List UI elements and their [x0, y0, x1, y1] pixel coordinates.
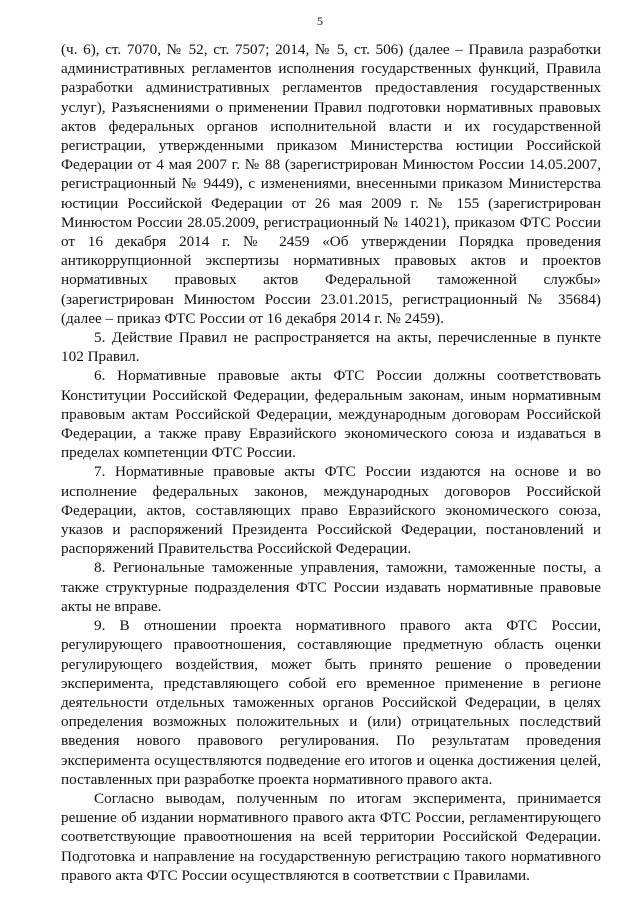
paragraph-item-6: 6. Нормативные правовые акты ФТС России должны соответствовать Конституции Российской Федерации, федеральным законам, иным нормативным правовым актам Российской Федерации, международным договорам Российской Федерации, а также праву Евразийского экономического союза и издаваться в пределах компетенции ФТС России.	[61, 367, 601, 462]
page-number: 5	[317, 14, 323, 28]
paragraph-continuation: (ч. 6), ст. 7070, № 52, ст. 7507; 2014, № 5, ст. 506) (далее – Правила разработки административных регламентов исполнения государственных функций, Правила разработки административных регламентов предоставления государственных услуг), Разъяснениями о применении Правил подготовки нормативных правовых актов федеральных органов исполнительной власти и их государственной регистрации, утвержденными приказом Министерства юстиции Российской Федерации от 4 мая 2007 г. № 88 (зарегистрирован Минюстом России 14.05.2007, регистрационный № 9449), с изменениями, внесенными приказом Министерства юстиции Российской Федерации от 26 мая 2009 г. № 155 (зарегистрирован Минюстом России 28.05.2009, регистрационный № 14021), приказом ФТС России от 16 декабря 2014 г. № 2459 «Об утверждении Порядка проведения антикоррупционной экспертизы нормативных правовых актов и проектов нормативных правовых актов Федеральной таможенной службы» (зарегистрирован Минюстом России 23.01.2015, регистрационный № 35684) (далее – приказ ФТС России от 16 декабря 2014 г. № 2459).	[61, 41, 601, 327]
paragraph-item-9-continued: Согласно выводам, полученным по итогам эксперимента, принимается решение об издании нормативного правого акта ФТС России, регламентирующего соответствующие правоотношения на всей территории Российской Федерации. Подготовка и направление на государственную регистрацию такого нормативного правого акта ФТС России осуществляются в соответствии с Правилами.	[61, 789, 601, 884]
paragraph-item-7: 7. Нормативные правовые акты ФТС России издаются на основе и во исполнение федеральных законов, международных договоров Российской Федерации, актов, составляющих право Евразийского экономического союза, указов и распоряжений Президента Российской Федерации, постановлений и распоряжений Правительства Российской Федерации.	[61, 463, 601, 558]
paragraph-item-5: 5. Действие Правил не распространяется на акты, перечисленные в пункте 102 Правил.	[61, 329, 601, 366]
document-body	[61, 40, 601, 885]
paragraph-item-9: 9. В отношении проекта нормативного правого акта ФТС России, регулирующего правоотношения, составляющие предметную область оценки регулирующего воздействия, может быть принято решение о проведении эксперимента, представляющего собой его временное применение в регионе деятельности отдельных таможенных органов Российской Федерации, в целях определения возможных положительных и (или) отрицательных последствий введения нового правового регулирования. По результатам проведения эксперимента осуществляются подведение его итогов и оценка достижения целей, поставленных при разработке проекта нормативного правого акта.	[61, 617, 601, 788]
paragraph-item-8: 8. Региональные таможенные управления, таможни, таможенные посты, а также структурные подразделения ФТС России издавать нормативные правовые акты не вправе.	[61, 559, 601, 615]
